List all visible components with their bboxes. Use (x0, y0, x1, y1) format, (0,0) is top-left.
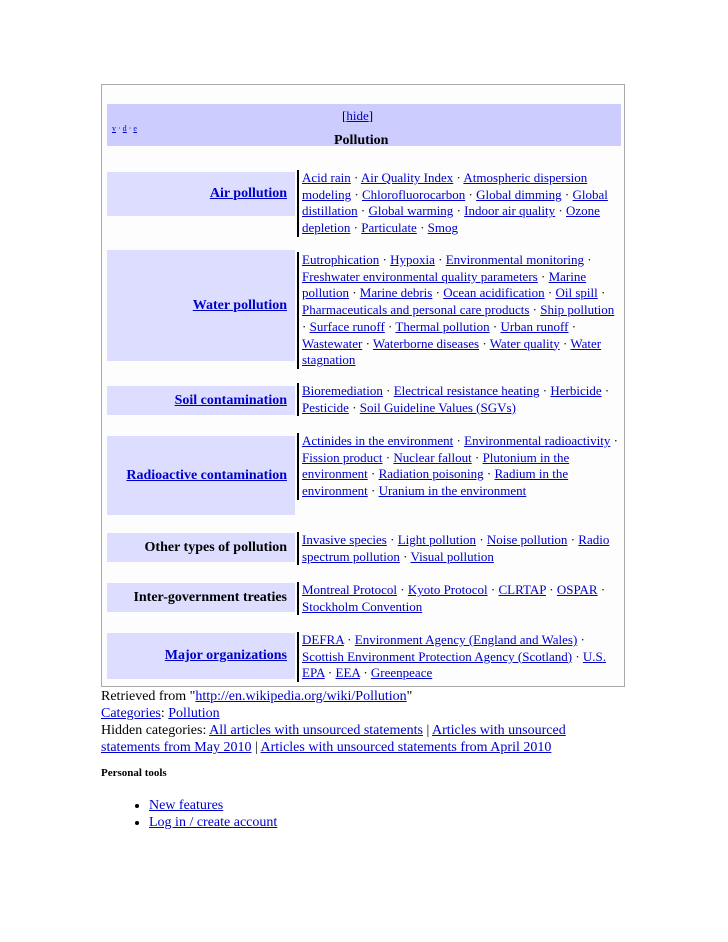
navbox-link[interactable]: Montreal Protocol (302, 582, 397, 597)
navbox-link[interactable]: Chlorofluorocarbon (361, 186, 466, 202)
navbox-link[interactable]: Thermal pollution (395, 318, 490, 334)
navbox-link[interactable]: Fission product (302, 449, 383, 465)
group-list: Montreal Protocol · Kyoto Protocol · CLRTAP · OSPAR · Stockholm Convention (297, 582, 620, 615)
navbox-link[interactable]: EEA (335, 665, 361, 681)
navbox-link[interactable]: Freshwater environmental quality parameters (302, 268, 538, 284)
hide-link[interactable]: hide (346, 108, 369, 123)
group-list: Invasive species · Light pollution · Noise pollution · Radio spectrum pollution · Visual pollution (297, 532, 620, 565)
navbox-link[interactable]: DEFRA (302, 632, 344, 647)
navbox-link[interactable]: Ozone depletion (302, 203, 600, 236)
navbox-link[interactable]: Marine debris (359, 285, 433, 301)
navbox-link[interactable]: Global distillation (302, 186, 608, 219)
navbox-link[interactable]: Stockholm Convention (302, 598, 423, 614)
list-item (149, 814, 277, 831)
vde-links: v · d · e (112, 124, 137, 133)
navbox-link[interactable]: Oil spill (555, 285, 598, 301)
navbox-link[interactable]: Atmospheric dispersion modeling (302, 170, 588, 202)
navbox-link[interactable]: Eutrophication (302, 252, 380, 267)
navbox-link[interactable]: Marine pollution (302, 268, 587, 301)
navbox-link[interactable]: Radio spectrum pollution (302, 532, 610, 564)
group-label[interactable]: Major organizations (164, 648, 287, 663)
navbox-link[interactable]: Invasive species (302, 532, 387, 547)
navbox-link[interactable]: Wastewater (302, 335, 363, 351)
navbox-link[interactable]: Environmental radioactivity (464, 433, 611, 448)
navbox-link[interactable]: Hypoxia (390, 252, 435, 267)
retrieved-url-link[interactable]: http://en.wikipedia.org/wiki/Pollution (195, 689, 407, 704)
navbox-link[interactable]: Plutonium in the environment (302, 449, 570, 482)
group-label[interactable]: Radioactive contamination (126, 467, 287, 483)
categories-link[interactable]: Categories (101, 706, 161, 721)
personal-tools-heading: Personal tools (101, 767, 167, 779)
categories-line: Categories: Pollution (101, 706, 220, 721)
navbox-link[interactable]: Urban runoff (500, 318, 569, 334)
group-label-cell (107, 386, 295, 415)
navbox-link[interactable]: Surface runoff (309, 318, 385, 334)
group-label[interactable]: Soil contamination (174, 392, 287, 408)
group-list: Bioremediation · Electrical resistance heating · Herbicide · Pesticide · Soil Guideline Values (SGVs) (297, 383, 620, 416)
group-label: Inter-government treaties (133, 589, 287, 605)
navbox-link[interactable]: Nuclear fallout (393, 449, 472, 465)
group-label-cell (107, 633, 295, 679)
group-label-cell (107, 436, 295, 515)
retrieved-from: Retrieved from "http://en.wikipedia.org/wiki/Pollution" (101, 689, 413, 704)
navbox-link[interactable]: Electrical resistance heating (393, 383, 540, 398)
navbox-link[interactable]: Light pollution (397, 532, 477, 547)
navbox-link[interactable]: Actinides in the environment (302, 433, 454, 448)
navbox-link[interactable]: Radiation poisoning (378, 466, 484, 482)
navbox-link[interactable]: Radium in the environment (302, 466, 569, 499)
group-list: Acid rain · Air Quality Index · Atmospheric dispersion modeling · Chlorofluorocarbon · Global dimming · Global distillation · Global warming · Indoor air quality · Ozone depletion · Particulate · Smog (297, 170, 620, 237)
navbox-link[interactable]: Soil Guideline Values (SGVs) (359, 399, 516, 415)
list-item (149, 797, 277, 814)
group-label[interactable]: Water pollution (192, 297, 287, 313)
navbox-link[interactable]: Visual pollution (410, 548, 494, 564)
navbox-link[interactable]: Waterborne diseases (372, 335, 480, 351)
group-list: DEFRA · Environment Agency (England and Wales) · Scottish Environment Protection Agency (Scotland) · U.S. EPA · EEA · Greenpeace (297, 632, 620, 682)
navbox-link[interactable]: Noise pollution (486, 532, 568, 547)
navbox-link[interactable]: Environment Agency (England and Wales) (354, 632, 578, 647)
navbox-link[interactable]: Pesticide (302, 399, 349, 415)
navbox-link[interactable]: Environmental monitoring (445, 252, 585, 267)
personal-tools-list (101, 797, 277, 831)
navbox-title: Pollution (334, 133, 389, 148)
hidden-categories-line: Hidden categories: All articles with unsourced statements | Articles with unsourced statements from May 2010 | Articles with unsourced statements from April 2010 (101, 723, 566, 755)
navbox-link[interactable]: Pharmaceuticals and personal care products (302, 302, 530, 318)
navbox-link[interactable]: Indoor air quality (464, 203, 556, 219)
group-list: Actinides in the environment · Environmental radioactivity · Fission product · Nuclear fallout · Plutonium in the environment · Radiation poisoning · Radium in the environment · Uranium in the environment (297, 433, 620, 500)
navbox-link[interactable]: U.S. EPA (302, 648, 607, 681)
navbox-link[interactable]: Bioremediation (302, 383, 383, 398)
navbox-link[interactable]: Herbicide (550, 383, 602, 398)
navbox-link[interactable]: Greenpeace (370, 665, 433, 681)
group-label-cell (107, 583, 295, 612)
navbox-link[interactable]: Global warming (368, 203, 454, 219)
navbox-link[interactable]: Ship pollution (540, 302, 615, 318)
navbox-link[interactable]: Water stagnation (302, 335, 602, 368)
group-label[interactable]: Air pollution (209, 186, 287, 201)
navbox-link[interactable]: Kyoto Protocol (407, 582, 488, 597)
navbox-link[interactable]: Particulate (361, 220, 417, 236)
navbox-link[interactable]: Acid rain (302, 170, 351, 185)
group-list: Eutrophication · Hypoxia · Environmental monitoring · Freshwater environmental quality parameters · Marine pollution · Marine debris · Ocean acidification · Oil spill · Pharmaceuticals and personal care products · Ship pollution · Surface runoff · Thermal pollution · Urban runoff · Wastewater · Waterborne diseases · Water quality · Water stagnation (297, 252, 620, 369)
hidden-category-link[interactable]: Articles with unsourced statements from May 2010 (101, 723, 566, 755)
group-label-cell (107, 250, 295, 361)
group-label-cell (107, 172, 295, 216)
navbox-link[interactable]: OSPAR (556, 582, 598, 597)
navbox-link[interactable]: Water quality (489, 335, 560, 351)
navbox-link[interactable]: Air Quality Index (360, 170, 454, 185)
navbox-link[interactable]: Uranium in the environment (378, 483, 527, 499)
login-link[interactable]: Log in / create account (149, 815, 278, 830)
hidden-category-link[interactable]: Articles with unsourced statements from April 2010 (260, 740, 552, 755)
navbox-link[interactable]: Global dimming (476, 186, 562, 202)
discuss-template-link[interactable]: d (122, 124, 127, 133)
group-label: Other types of pollution (144, 539, 287, 555)
navbox-link[interactable]: Ocean acidification (443, 285, 545, 301)
navbox-link[interactable]: Scottish Environment Protection Agency (Scotland) (302, 648, 573, 664)
hidden-category-link[interactable]: All articles with unsourced statements (209, 723, 423, 738)
category-link[interactable]: Pollution (168, 706, 220, 721)
new-features-link[interactable]: New features (149, 798, 224, 813)
navbox-link[interactable]: CLRTAP (498, 582, 547, 597)
view-template-link[interactable]: v (112, 124, 116, 133)
navbox-link[interactable]: Smog (427, 220, 459, 236)
pollution-navbox (101, 84, 625, 687)
group-label-cell (107, 533, 295, 562)
hide-toggle: [hide] (342, 108, 374, 123)
edit-template-link[interactable]: e (133, 124, 137, 133)
